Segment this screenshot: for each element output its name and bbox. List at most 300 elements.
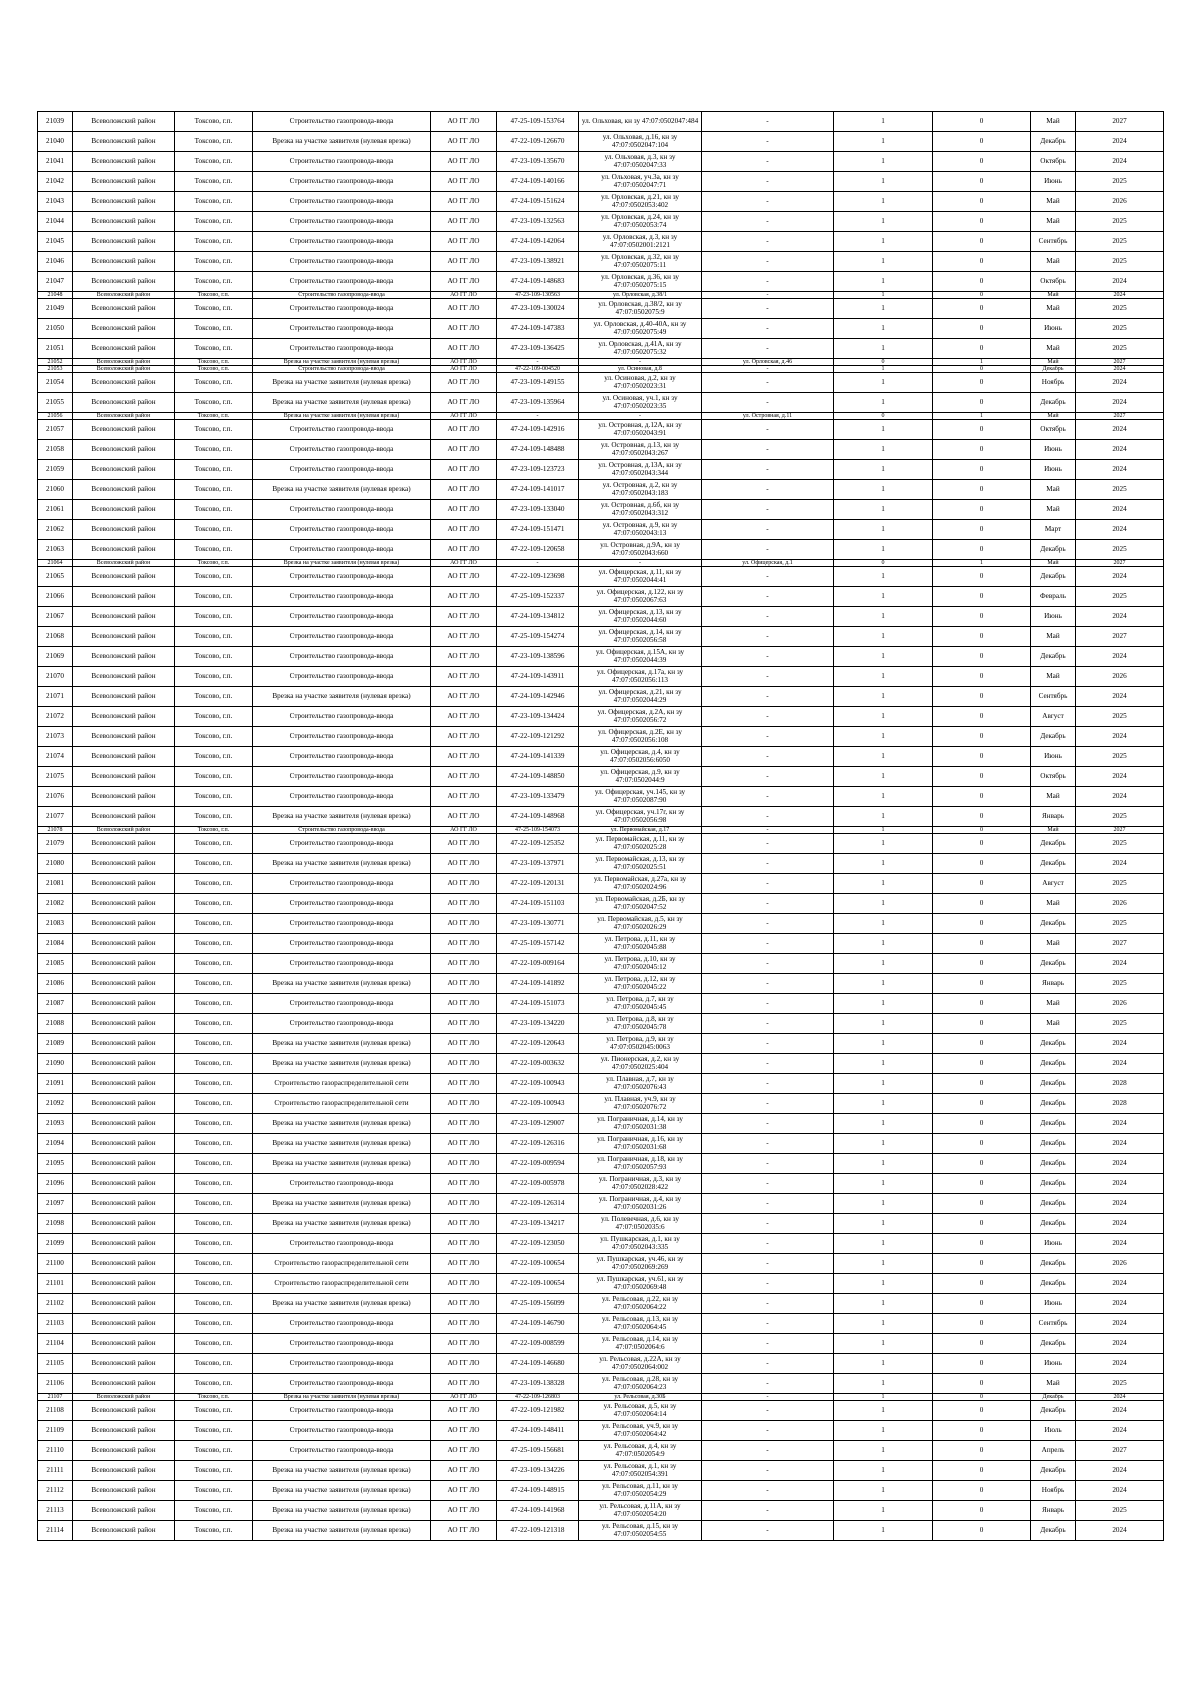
district-cell: Всеволожский район xyxy=(73,413,175,420)
month-cell: Май xyxy=(1031,500,1076,520)
table-row xyxy=(38,647,1164,667)
month-cell: Декабрь xyxy=(1031,854,1076,874)
row-number-cell: 21055 xyxy=(38,393,73,413)
extra-address-cell: ул. Островная, д.11 xyxy=(702,413,834,420)
district-cell: Всеволожский район xyxy=(73,974,175,994)
table-row xyxy=(38,627,1164,647)
organization-cell: АО ГГ ЛО xyxy=(431,567,497,587)
extra-address-cell: - xyxy=(702,1014,834,1034)
application-code-cell: 47-22-109-121318 xyxy=(497,1521,579,1541)
application-code-cell: - xyxy=(497,560,579,567)
month-cell: Май xyxy=(1031,1374,1076,1394)
month-cell: Декабрь xyxy=(1031,366,1076,373)
work-type-cell: Строительство газопровода-ввода xyxy=(253,460,431,480)
work-type-cell: Врезка на участке заявителя (нулевая врезка) xyxy=(253,807,431,827)
extra-address-cell: - xyxy=(702,232,834,252)
quantity-1-cell: 1 xyxy=(834,1354,933,1374)
district-cell: Всеволожский район xyxy=(73,1334,175,1354)
district-cell: Всеволожский район xyxy=(73,834,175,854)
quantity-2-cell: 0 xyxy=(933,1134,1031,1154)
quantity-1-cell: 1 xyxy=(834,787,933,807)
quantity-1-cell: 1 xyxy=(834,1014,933,1034)
address-cell: ул. Первомайская, д.13, кн зу 47:07:0502025:51 xyxy=(579,854,702,874)
district-cell: Всеволожский район xyxy=(73,854,175,874)
address-cell: ул. Рельсовая, д.22А, кн зу 47:07:0502064:002 xyxy=(579,1354,702,1374)
month-cell: Декабрь xyxy=(1031,1461,1076,1481)
quantity-1-cell: 1 xyxy=(834,1134,933,1154)
application-code-cell: 47-22-109-009164 xyxy=(497,954,579,974)
application-code-cell: 47-25-109-156681 xyxy=(497,1441,579,1461)
district-cell: Всеволожский район xyxy=(73,707,175,727)
district-cell: Всеволожский район xyxy=(73,299,175,319)
quantity-2-cell: 0 xyxy=(933,1294,1031,1314)
application-code-cell: 47-22-109-120658 xyxy=(497,540,579,560)
row-number-cell: 21078 xyxy=(38,827,73,834)
application-code-cell: 47-22-109-126314 xyxy=(497,1194,579,1214)
application-code-cell: - xyxy=(497,359,579,366)
extra-address-cell: - xyxy=(702,1441,834,1461)
month-cell: Октябрь xyxy=(1031,767,1076,787)
district-cell: Всеволожский район xyxy=(73,747,175,767)
extra-address-cell: - xyxy=(702,1074,834,1094)
quantity-1-cell: 1 xyxy=(834,1334,933,1354)
year-cell: 2025 xyxy=(1076,914,1164,934)
work-type-cell: Врезка на участке заявителя (нулевая врезка) xyxy=(253,1481,431,1501)
application-code-cell: 47-22-109-100943 xyxy=(497,1074,579,1094)
address-cell: ул. Пограничная, д.4, кн зу 47:07:0502031:26 xyxy=(579,1194,702,1214)
table-row xyxy=(38,520,1164,540)
month-cell: Июнь xyxy=(1031,440,1076,460)
quantity-1-cell: 1 xyxy=(834,894,933,914)
table-row xyxy=(38,172,1164,192)
quantity-2-cell: 0 xyxy=(933,1194,1031,1214)
work-type-cell: Строительство газопровода-ввода xyxy=(253,152,431,172)
extra-address-cell: - xyxy=(702,132,834,152)
address-cell: ул. Островная, д.13А, кн зу 47:07:0502043:344 xyxy=(579,460,702,480)
table-row xyxy=(38,587,1164,607)
table-row xyxy=(38,252,1164,272)
district-cell: Всеволожский район xyxy=(73,1214,175,1234)
quantity-1-cell: 1 xyxy=(834,192,933,212)
quantity-2-cell: 0 xyxy=(933,132,1031,152)
settlement-cell: Токсово, г.п. xyxy=(175,1294,253,1314)
address-cell: ул. Петрова, д.9, кн зу 47:07:0502045:0063 xyxy=(579,1034,702,1054)
work-type-cell: Строительство газопровода-ввода xyxy=(253,232,431,252)
organization-cell: АО ГГ ЛО xyxy=(431,1521,497,1541)
row-number-cell: 21070 xyxy=(38,667,73,687)
quantity-2-cell: 0 xyxy=(933,192,1031,212)
application-code-cell: 47-24-109-148683 xyxy=(497,272,579,292)
settlement-cell: Токсово, г.п. xyxy=(175,807,253,827)
quantity-1-cell: 1 xyxy=(834,1501,933,1521)
district-cell: Всеволожский район xyxy=(73,1094,175,1114)
address-cell: ул. Первомайская, д.27а, кн зу 47:07:0502024:96 xyxy=(579,874,702,894)
quantity-1-cell: 1 xyxy=(834,1441,933,1461)
application-code-cell: 47-22-109-126316 xyxy=(497,1134,579,1154)
work-type-cell: Строительство газопровода-ввода xyxy=(253,540,431,560)
quantity-2-cell: 0 xyxy=(933,834,1031,854)
organization-cell: АО ГГ ЛО xyxy=(431,359,497,366)
address-cell: ул. Орловская, д.36, кн зу 47:07:0502075:15 xyxy=(579,272,702,292)
application-code-cell: 47-24-109-141339 xyxy=(497,747,579,767)
quantity-2-cell: 0 xyxy=(933,1234,1031,1254)
organization-cell: АО ГГ ЛО xyxy=(431,373,497,393)
work-type-cell: Строительство газопровода-ввода xyxy=(253,1441,431,1461)
district-cell: Всеволожский район xyxy=(73,172,175,192)
work-type-cell: Строительство газопровода-ввода xyxy=(253,272,431,292)
month-cell: Август xyxy=(1031,874,1076,894)
year-cell: 2026 xyxy=(1076,894,1164,914)
organization-cell: АО ГГ ЛО xyxy=(431,767,497,787)
application-code-cell: 47-23-109-129007 xyxy=(497,1114,579,1134)
month-cell: Декабрь xyxy=(1031,1194,1076,1214)
month-cell: Декабрь xyxy=(1031,567,1076,587)
work-type-cell: Строительство газопровода-ввода xyxy=(253,366,431,373)
quantity-2-cell: 0 xyxy=(933,1114,1031,1134)
extra-address-cell: - xyxy=(702,854,834,874)
year-cell: 2024 xyxy=(1076,1294,1164,1314)
month-cell: Июнь xyxy=(1031,747,1076,767)
application-code-cell: 47-24-109-147383 xyxy=(497,319,579,339)
year-cell: 2026 xyxy=(1076,1254,1164,1274)
quantity-1-cell: 1 xyxy=(834,319,933,339)
year-cell: 2024 xyxy=(1076,1214,1164,1234)
application-code-cell: 47-23-109-137971 xyxy=(497,854,579,874)
organization-cell: АО ГГ ЛО xyxy=(431,1214,497,1234)
extra-address-cell: - xyxy=(702,667,834,687)
settlement-cell: Токсово, г.п. xyxy=(175,500,253,520)
organization-cell: АО ГГ ЛО xyxy=(431,1014,497,1034)
row-number-cell: 21039 xyxy=(38,112,73,132)
application-code-cell: 47-23-109-134220 xyxy=(497,1014,579,1034)
organization-cell: АО ГГ ЛО xyxy=(431,747,497,767)
quantity-1-cell: 1 xyxy=(834,1481,933,1501)
row-number-cell: 21087 xyxy=(38,994,73,1014)
organization-cell: АО ГГ ЛО xyxy=(431,299,497,319)
district-cell: Всеволожский район xyxy=(73,1521,175,1541)
address-cell: ул. Осиновая, д.8 xyxy=(579,366,702,373)
year-cell: 2027 xyxy=(1076,560,1164,567)
row-number-cell: 21063 xyxy=(38,540,73,560)
quantity-2-cell: 0 xyxy=(933,252,1031,272)
address-cell: ул. Осиновая, д.2, кн зу 47:07:0502023:31 xyxy=(579,373,702,393)
table-row xyxy=(38,1441,1164,1461)
extra-address-cell: - xyxy=(702,934,834,954)
settlement-cell: Токсово, г.п. xyxy=(175,1094,253,1114)
quantity-1-cell: 1 xyxy=(834,393,933,413)
district-cell: Всеволожский район xyxy=(73,954,175,974)
extra-address-cell: - xyxy=(702,954,834,974)
work-type-cell: Строительство газопровода-ввода xyxy=(253,339,431,359)
year-cell: 2024 xyxy=(1076,567,1164,587)
extra-address-cell: - xyxy=(702,1314,834,1334)
quantity-1-cell: 1 xyxy=(834,874,933,894)
month-cell: Май xyxy=(1031,299,1076,319)
application-code-cell: 47-22-109-004520 xyxy=(497,366,579,373)
district-cell: Всеволожский район xyxy=(73,252,175,272)
address-cell: ул. Пограничная, д.14, кн зу 47:07:0502031:38 xyxy=(579,1114,702,1134)
address-cell: ул. Ольховая, уч.3а, кн зу 47:07:0502047:71 xyxy=(579,172,702,192)
quantity-1-cell: 1 xyxy=(834,172,933,192)
address-cell: ул. Островная, д.9А, кн зу 47:07:0502043:660 xyxy=(579,540,702,560)
address-cell: ул. Офицерская, д.4, кн зу 47:07:0502056:6050 xyxy=(579,747,702,767)
row-number-cell: 21088 xyxy=(38,1014,73,1034)
district-cell: Всеволожский район xyxy=(73,894,175,914)
quantity-1-cell: 1 xyxy=(834,1054,933,1074)
application-code-cell: 47-25-109-156099 xyxy=(497,1294,579,1314)
row-number-cell: 21049 xyxy=(38,299,73,319)
extra-address-cell: - xyxy=(702,1174,834,1194)
work-type-cell: Строительство газопровода-ввода xyxy=(253,934,431,954)
address-cell: ул. Офицерская, уч.17г, кн зу 47:07:0502056:98 xyxy=(579,807,702,827)
work-type-cell: Строительство газопровода-ввода xyxy=(253,647,431,667)
organization-cell: АО ГГ ЛО xyxy=(431,854,497,874)
month-cell: Декабрь xyxy=(1031,1094,1076,1114)
month-cell: Июль xyxy=(1031,1421,1076,1441)
table-row xyxy=(38,1194,1164,1214)
organization-cell: АО ГГ ЛО xyxy=(431,540,497,560)
work-type-cell: Строительство газопровода-ввода xyxy=(253,1174,431,1194)
extra-address-cell: - xyxy=(702,587,834,607)
quantity-1-cell: 1 xyxy=(834,420,933,440)
work-type-cell: Строительство газопровода-ввода xyxy=(253,667,431,687)
district-cell: Всеволожский район xyxy=(73,1401,175,1421)
extra-address-cell: - xyxy=(702,827,834,834)
district-cell: Всеволожский район xyxy=(73,373,175,393)
work-type-cell: Строительство газопровода-ввода xyxy=(253,767,431,787)
work-type-cell: Строительство газопровода-ввода xyxy=(253,914,431,934)
organization-cell: АО ГГ ЛО xyxy=(431,132,497,152)
district-cell: Всеволожский район xyxy=(73,914,175,934)
year-cell: 2027 xyxy=(1076,359,1164,366)
organization-cell: АО ГГ ЛО xyxy=(431,112,497,132)
table-row xyxy=(38,152,1164,172)
year-cell: 2024 xyxy=(1076,1314,1164,1334)
extra-address-cell: - xyxy=(702,1481,834,1501)
row-number-cell: 21098 xyxy=(38,1214,73,1234)
row-number-cell: 21064 xyxy=(38,560,73,567)
year-cell: 2024 xyxy=(1076,1154,1164,1174)
quantity-2-cell: 0 xyxy=(933,292,1031,299)
address-cell: ул. Орловская, д.24, кн зу 47:07:0502053:74 xyxy=(579,212,702,232)
month-cell: Декабрь xyxy=(1031,1334,1076,1354)
organization-cell: АО ГГ ЛО xyxy=(431,827,497,834)
address-cell: ул. Рельсовая, д.13, кн зу 47:07:0502064:45 xyxy=(579,1314,702,1334)
work-type-cell: Строительство газопровода-ввода xyxy=(253,319,431,339)
year-cell: 2024 xyxy=(1076,1194,1164,1214)
settlement-cell: Токсово, г.п. xyxy=(175,252,253,272)
district-cell: Всеволожский район xyxy=(73,272,175,292)
row-number-cell: 21112 xyxy=(38,1481,73,1501)
row-number-cell: 21113 xyxy=(38,1501,73,1521)
quantity-1-cell: 1 xyxy=(834,954,933,974)
application-code-cell: 47-23-109-134217 xyxy=(497,1214,579,1234)
row-number-cell: 21056 xyxy=(38,413,73,420)
quantity-2-cell: 1 xyxy=(933,359,1031,366)
row-number-cell: 21090 xyxy=(38,1054,73,1074)
table-row xyxy=(38,339,1164,359)
row-number-cell: 21085 xyxy=(38,954,73,974)
organization-cell: АО ГГ ЛО xyxy=(431,1441,497,1461)
district-cell: Всеволожский район xyxy=(73,1461,175,1481)
extra-address-cell: - xyxy=(702,1254,834,1274)
quantity-2-cell: 0 xyxy=(933,874,1031,894)
settlement-cell: Токсово, г.п. xyxy=(175,540,253,560)
row-number-cell: 21044 xyxy=(38,212,73,232)
quantity-1-cell: 1 xyxy=(834,272,933,292)
address-cell: ул. Пушкарская, д.1, кн зу 47:07:0502043:335 xyxy=(579,1234,702,1254)
extra-address-cell: - xyxy=(702,914,834,934)
year-cell: 2027 xyxy=(1076,1441,1164,1461)
district-cell: Всеволожский район xyxy=(73,874,175,894)
month-cell: Май xyxy=(1031,994,1076,1014)
row-number-cell: 21046 xyxy=(38,252,73,272)
year-cell: 2024 xyxy=(1076,1054,1164,1074)
settlement-cell: Токсово, г.п. xyxy=(175,834,253,854)
row-number-cell: 21096 xyxy=(38,1174,73,1194)
month-cell: Май xyxy=(1031,413,1076,420)
month-cell: Май xyxy=(1031,787,1076,807)
settlement-cell: Токсово, г.п. xyxy=(175,1074,253,1094)
quantity-1-cell: 1 xyxy=(834,647,933,667)
year-cell: 2026 xyxy=(1076,994,1164,1014)
application-code-cell: 47-25-109-154073 xyxy=(497,827,579,834)
quantity-1-cell: 1 xyxy=(834,667,933,687)
work-type-cell: Врезка на участке заявителя (нулевая врезка) xyxy=(253,1054,431,1074)
month-cell: Сентябрь xyxy=(1031,1314,1076,1334)
district-cell: Всеволожский район xyxy=(73,460,175,480)
settlement-cell: Токсово, г.п. xyxy=(175,1421,253,1441)
address-cell: ул. Рельсовая, д.30Б xyxy=(579,1394,702,1401)
month-cell: Декабрь xyxy=(1031,1214,1076,1234)
quantity-2-cell: 0 xyxy=(933,667,1031,687)
month-cell: Июнь xyxy=(1031,460,1076,480)
year-cell: 2024 xyxy=(1076,152,1164,172)
year-cell: 2027 xyxy=(1076,934,1164,954)
settlement-cell: Токсово, г.п. xyxy=(175,420,253,440)
month-cell: Май xyxy=(1031,894,1076,914)
month-cell: Декабрь xyxy=(1031,132,1076,152)
district-cell: Всеволожский район xyxy=(73,1234,175,1254)
settlement-cell: Токсово, г.п. xyxy=(175,954,253,974)
year-cell: 2026 xyxy=(1076,667,1164,687)
month-cell: Июнь xyxy=(1031,319,1076,339)
settlement-cell: Токсово, г.п. xyxy=(175,560,253,567)
address-cell: ул. Рельсовая, д.14, кн зу 47:07:0502064:6 xyxy=(579,1334,702,1354)
row-number-cell: 21089 xyxy=(38,1034,73,1054)
month-cell: Сентябрь xyxy=(1031,232,1076,252)
application-code-cell: 47-25-109-157142 xyxy=(497,934,579,954)
extra-address-cell: - xyxy=(702,567,834,587)
work-type-cell: Строительство газопровода-ввода xyxy=(253,440,431,460)
work-type-cell: Врезка на участке заявителя (нулевая врезка) xyxy=(253,1114,431,1134)
row-number-cell: 21094 xyxy=(38,1134,73,1154)
settlement-cell: Токсово, г.п. xyxy=(175,727,253,747)
month-cell: Декабрь xyxy=(1031,1521,1076,1541)
quantity-1-cell: 1 xyxy=(834,1274,933,1294)
organization-cell: АО ГГ ЛО xyxy=(431,1334,497,1354)
month-cell: Ноябрь xyxy=(1031,373,1076,393)
row-number-cell: 21057 xyxy=(38,420,73,440)
quantity-1-cell: 1 xyxy=(834,607,933,627)
month-cell: Январь xyxy=(1031,1501,1076,1521)
work-type-cell: Строительство газопровода-ввода xyxy=(253,292,431,299)
application-code-cell: 47-24-109-143911 xyxy=(497,667,579,687)
quantity-2-cell: 0 xyxy=(933,319,1031,339)
extra-address-cell: - xyxy=(702,1194,834,1214)
work-type-cell: Строительство газопровода-ввода xyxy=(253,299,431,319)
row-number-cell: 21091 xyxy=(38,1074,73,1094)
application-code-cell: 47-23-109-132563 xyxy=(497,212,579,232)
application-code-cell: 47-24-109-140166 xyxy=(497,172,579,192)
extra-address-cell: - xyxy=(702,366,834,373)
quantity-2-cell: 0 xyxy=(933,567,1031,587)
settlement-cell: Токсово, г.п. xyxy=(175,627,253,647)
table-row xyxy=(38,914,1164,934)
application-code-cell: 47-22-109-100654 xyxy=(497,1254,579,1274)
work-type-cell: Строительство газопровода-ввода xyxy=(253,607,431,627)
quantity-2-cell: 0 xyxy=(933,366,1031,373)
extra-address-cell: - xyxy=(702,252,834,272)
settlement-cell: Токсово, г.п. xyxy=(175,1174,253,1194)
application-code-cell: 47-22-109-121982 xyxy=(497,1401,579,1421)
quantity-1-cell: 1 xyxy=(834,807,933,827)
extra-address-cell: - xyxy=(702,420,834,440)
quantity-2-cell: 0 xyxy=(933,152,1031,172)
quantity-1-cell: 1 xyxy=(834,339,933,359)
work-type-cell: Строительство газопровода-ввода xyxy=(253,500,431,520)
row-number-cell: 21045 xyxy=(38,232,73,252)
row-number-cell: 21040 xyxy=(38,132,73,152)
work-type-cell: Строительство газораспределительной сети xyxy=(253,1274,431,1294)
row-number-cell: 21110 xyxy=(38,1441,73,1461)
table-row xyxy=(38,1334,1164,1354)
quantity-2-cell: 0 xyxy=(933,827,1031,834)
organization-cell: АО ГГ ЛО xyxy=(431,393,497,413)
settlement-cell: Токсово, г.п. xyxy=(175,787,253,807)
year-cell: 2025 xyxy=(1076,707,1164,727)
year-cell: 2024 xyxy=(1076,1354,1164,1374)
work-type-cell: Строительство газопровода-ввода xyxy=(253,192,431,212)
extra-address-cell: - xyxy=(702,393,834,413)
application-code-cell: 47-23-109-130563 xyxy=(497,292,579,299)
settlement-cell: Токсово, г.п. xyxy=(175,1521,253,1541)
district-cell: Всеволожский район xyxy=(73,420,175,440)
quantity-2-cell: 0 xyxy=(933,1014,1031,1034)
table-row xyxy=(38,834,1164,854)
year-cell: 2024 xyxy=(1076,1481,1164,1501)
organization-cell: АО ГГ ЛО xyxy=(431,727,497,747)
year-cell: 2024 xyxy=(1076,272,1164,292)
row-number-cell: 21054 xyxy=(38,373,73,393)
work-type-cell: Строительство газопровода-ввода xyxy=(253,1314,431,1334)
settlement-cell: Токсово, г.п. xyxy=(175,440,253,460)
work-type-cell: Врезка на участке заявителя (нулевая врезка) xyxy=(253,854,431,874)
extra-address-cell: - xyxy=(702,272,834,292)
application-code-cell: 47-22-109-100654 xyxy=(497,1274,579,1294)
district-cell: Всеволожский район xyxy=(73,1394,175,1401)
row-number-cell: 21109 xyxy=(38,1421,73,1441)
organization-cell: АО ГГ ЛО xyxy=(431,787,497,807)
extra-address-cell: - xyxy=(702,1214,834,1234)
district-cell: Всеволожский район xyxy=(73,1314,175,1334)
application-code-cell: 47-24-109-134812 xyxy=(497,607,579,627)
district-cell: Всеволожский район xyxy=(73,647,175,667)
address-cell: ул. Ольховая, кн зу 47:07:0502047:484 xyxy=(579,112,702,132)
quantity-1-cell: 1 xyxy=(834,854,933,874)
address-cell: ул. Офицерская, д.11, кн зу 47:07:0502044:41 xyxy=(579,567,702,587)
quantity-1-cell: 0 xyxy=(834,560,933,567)
